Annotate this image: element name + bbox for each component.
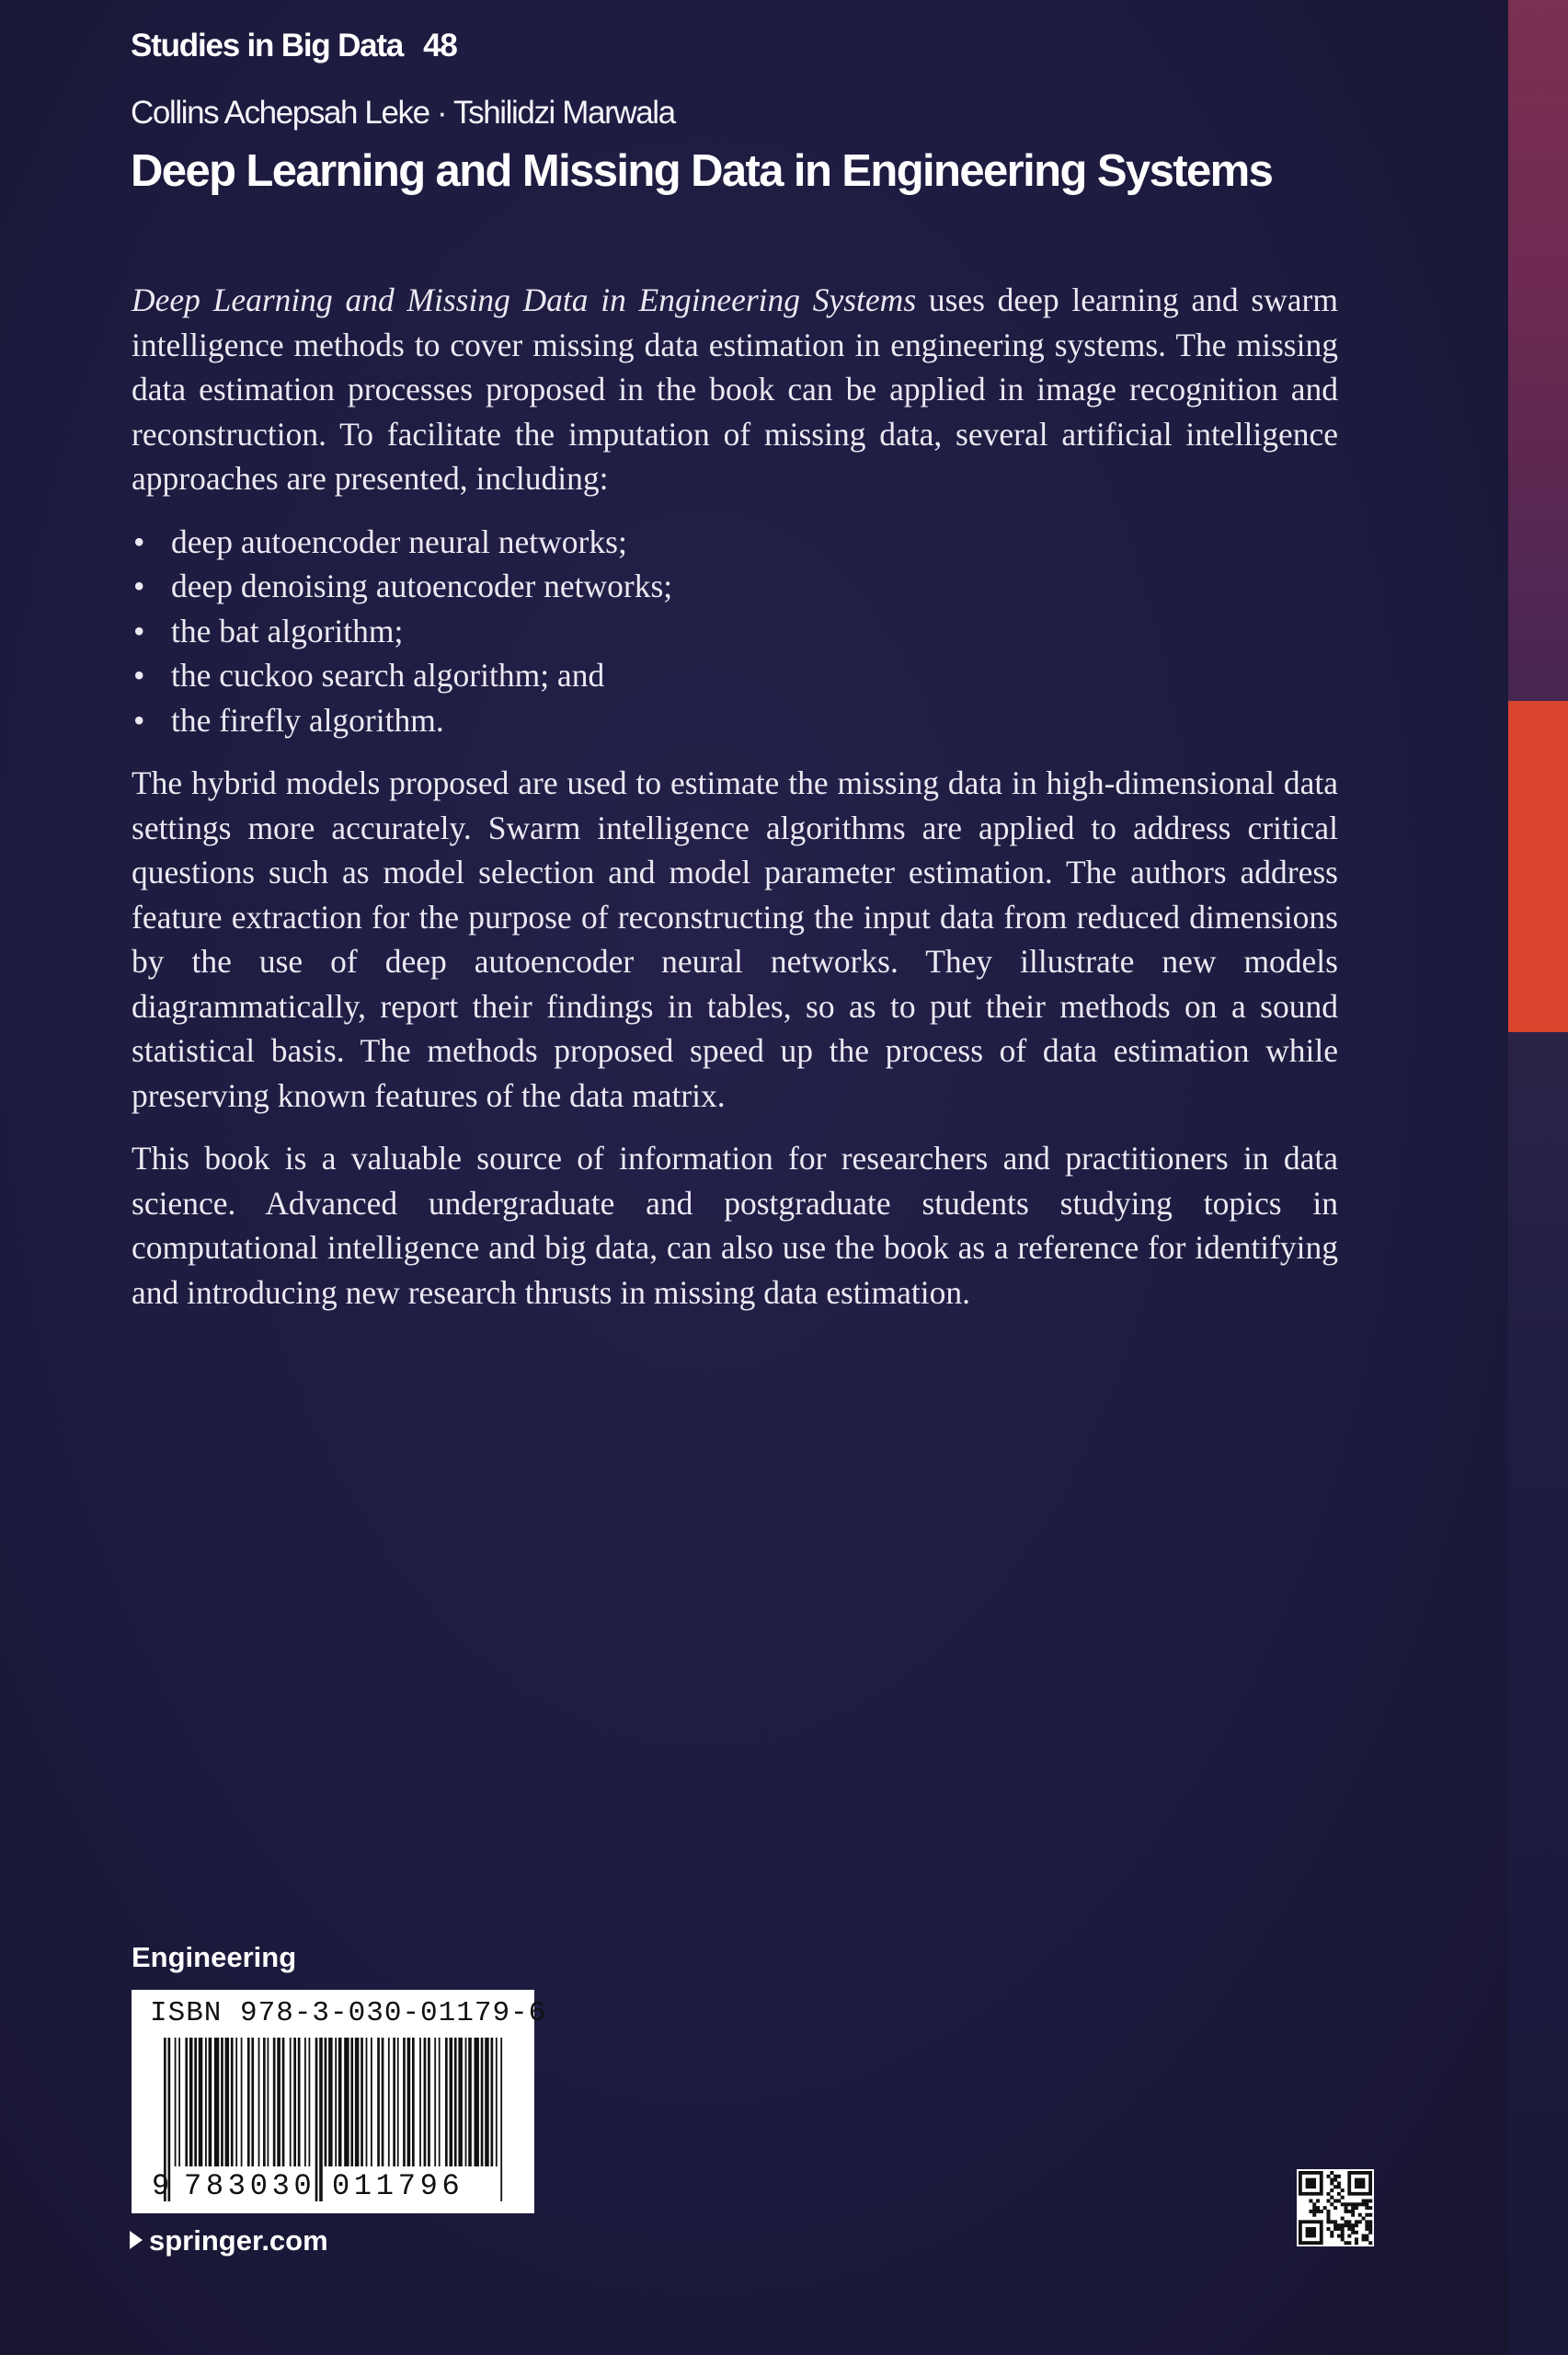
qr-code <box>1297 2169 1374 2246</box>
subject-category: Engineering <box>132 1941 297 1973</box>
hybrid-models-paragraph: The hybrid models proposed are used to estimate the missing data in high-dimensional data settings more accurately. Swarm intelligence algorithms are applied to address critical questions such as model selection and model parameter estimation. The authors address feature extraction for the purpose of reconstructing the input data from reduced dimensions by the use of deep autoencoder neural networks. They illustrate new models diagrammatically, report their findings in tables, so as to put their methods on a sound statistical basis. The methods proposed speed up the process of data estimation while preserving known features of the data matrix. <box>132 764 1338 1114</box>
triangle-arrow-icon <box>130 2231 143 2249</box>
list-item: • the bat algorithm; <box>132 609 1338 654</box>
intro-text: uses deep learning and swarm intelligence methods to cover missing data estimation in engineering systems. The missing data estimation processes proposed in the book can be applied in image recognition and reconstruction. To facilitate the imputation of missing data, several artificial intelligence approaches are presented, including: <box>132 281 1338 497</box>
publisher-url: springer.com <box>149 2224 328 2257</box>
spine-gradient-strip <box>1508 0 1568 2355</box>
ean-left-digits: 783030 <box>184 2169 316 2203</box>
list-item: • deep denoising autoencoder networks; <box>132 564 1338 609</box>
series-line <box>131 28 457 64</box>
publisher-link[interactable] <box>130 2224 328 2257</box>
description <box>132 278 1338 1315</box>
list-item: • the firefly algorithm. <box>132 698 1338 743</box>
isbn-barcode <box>132 1990 547 2213</box>
qr-code-icon <box>1297 2169 1374 2246</box>
audience-paragraph: This book is a valuable source of information for researchers and practitioners in data science. Advanced undergraduate and postgraduate students studying topics in computational intelligence and big data, can also use the book as a reference for identifying and introducing new research thrusts in missing data estimation. <box>132 1140 1338 1311</box>
intro-paragraph <box>132 278 1338 501</box>
series-volume: 48 <box>423 28 457 63</box>
isbn-number: ISBN 978-3-030-01179-6 <box>150 1997 547 2029</box>
ean-right-digits: 011796 <box>332 2169 464 2203</box>
approaches-list <box>132 520 1338 743</box>
authors: Collins Achepsah Leke · Tshilidzi Marwala <box>131 95 675 131</box>
ean-first-digit: 9 <box>152 2169 170 2203</box>
intro-title-italic: Deep Learning and Missing Data in Engineering Systems <box>132 281 917 318</box>
series-name: Studies in Big Data <box>131 28 404 63</box>
list-item: • deep autoencoder neural networks; <box>132 520 1338 565</box>
spine-accent-band <box>1508 701 1568 1032</box>
list-item: • the cuckoo search algorithm; and <box>132 653 1338 698</box>
book-title: Deep Learning and Missing Data in Engineering Systems <box>131 146 1273 196</box>
